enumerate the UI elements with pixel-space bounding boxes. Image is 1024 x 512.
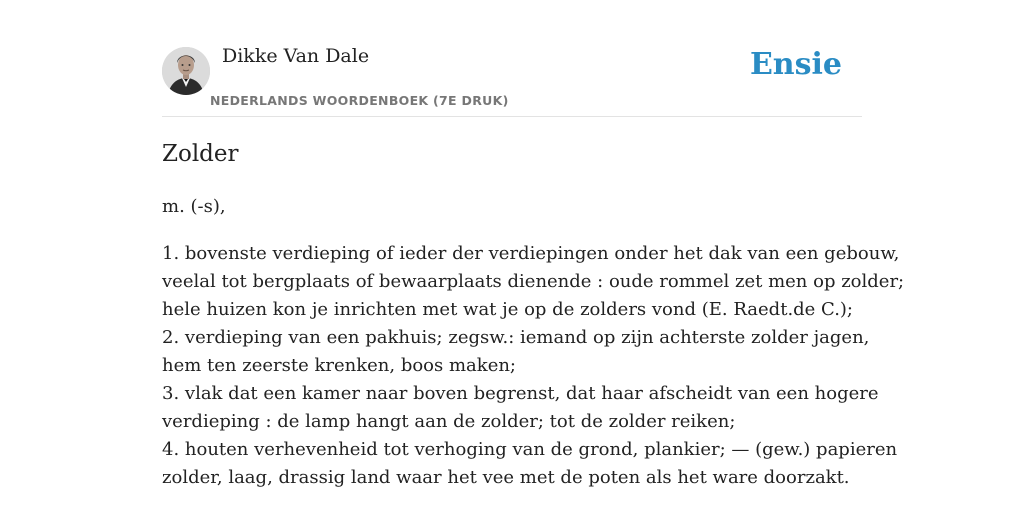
definition-line: hem ten zeerste krenken, boos maken; (162, 355, 516, 376)
definition-line: hele huizen kon je inrichten met wat je op de zolders vond (E. Raedt.de C.); (162, 299, 853, 320)
definition-line: 1. bovenste verdieping of ieder der verdiepingen onder het dak van een gebouw, (162, 243, 900, 264)
definition-line: verdieping : de lamp hangt aan de zolder; tot de zolder reiken; (162, 411, 736, 432)
definition-line: 3. vlak dat een kamer naar boven begrenst, dat haar afscheidt van een hogere (162, 383, 879, 404)
source-label[interactable]: NEDERLANDS WOORDENBOEK (7E DRUK) (210, 93, 509, 108)
definition-line: veelal tot bergplaats of bewaarplaats dienende : oude rommel zet men op zolder; (162, 271, 905, 292)
entry-title: Zolder (162, 141, 239, 167)
author-avatar[interactable] (162, 47, 210, 95)
grammar-info: m. (-s), (162, 196, 226, 217)
definition-line: 2. verdieping van een pakhuis; zegsw.: iemand op zijn achterste zolder jagen, (162, 327, 870, 348)
author-name[interactable]: Dikke Van Dale (222, 45, 370, 67)
entry-card (162, 0, 905, 512)
entry-header (162, 0, 862, 117)
definition-line: zolder, laag, drassig land waar het vee met de poten als het ware doorzakt. (162, 467, 850, 488)
brand-logo[interactable]: Ensie (749, 47, 842, 82)
definition-text (162, 240, 905, 492)
person-portrait-icon (162, 47, 210, 95)
definition-line: 4. houten verhevenheid tot verhoging van de grond, plankier; — (gew.) papieren (162, 439, 898, 460)
